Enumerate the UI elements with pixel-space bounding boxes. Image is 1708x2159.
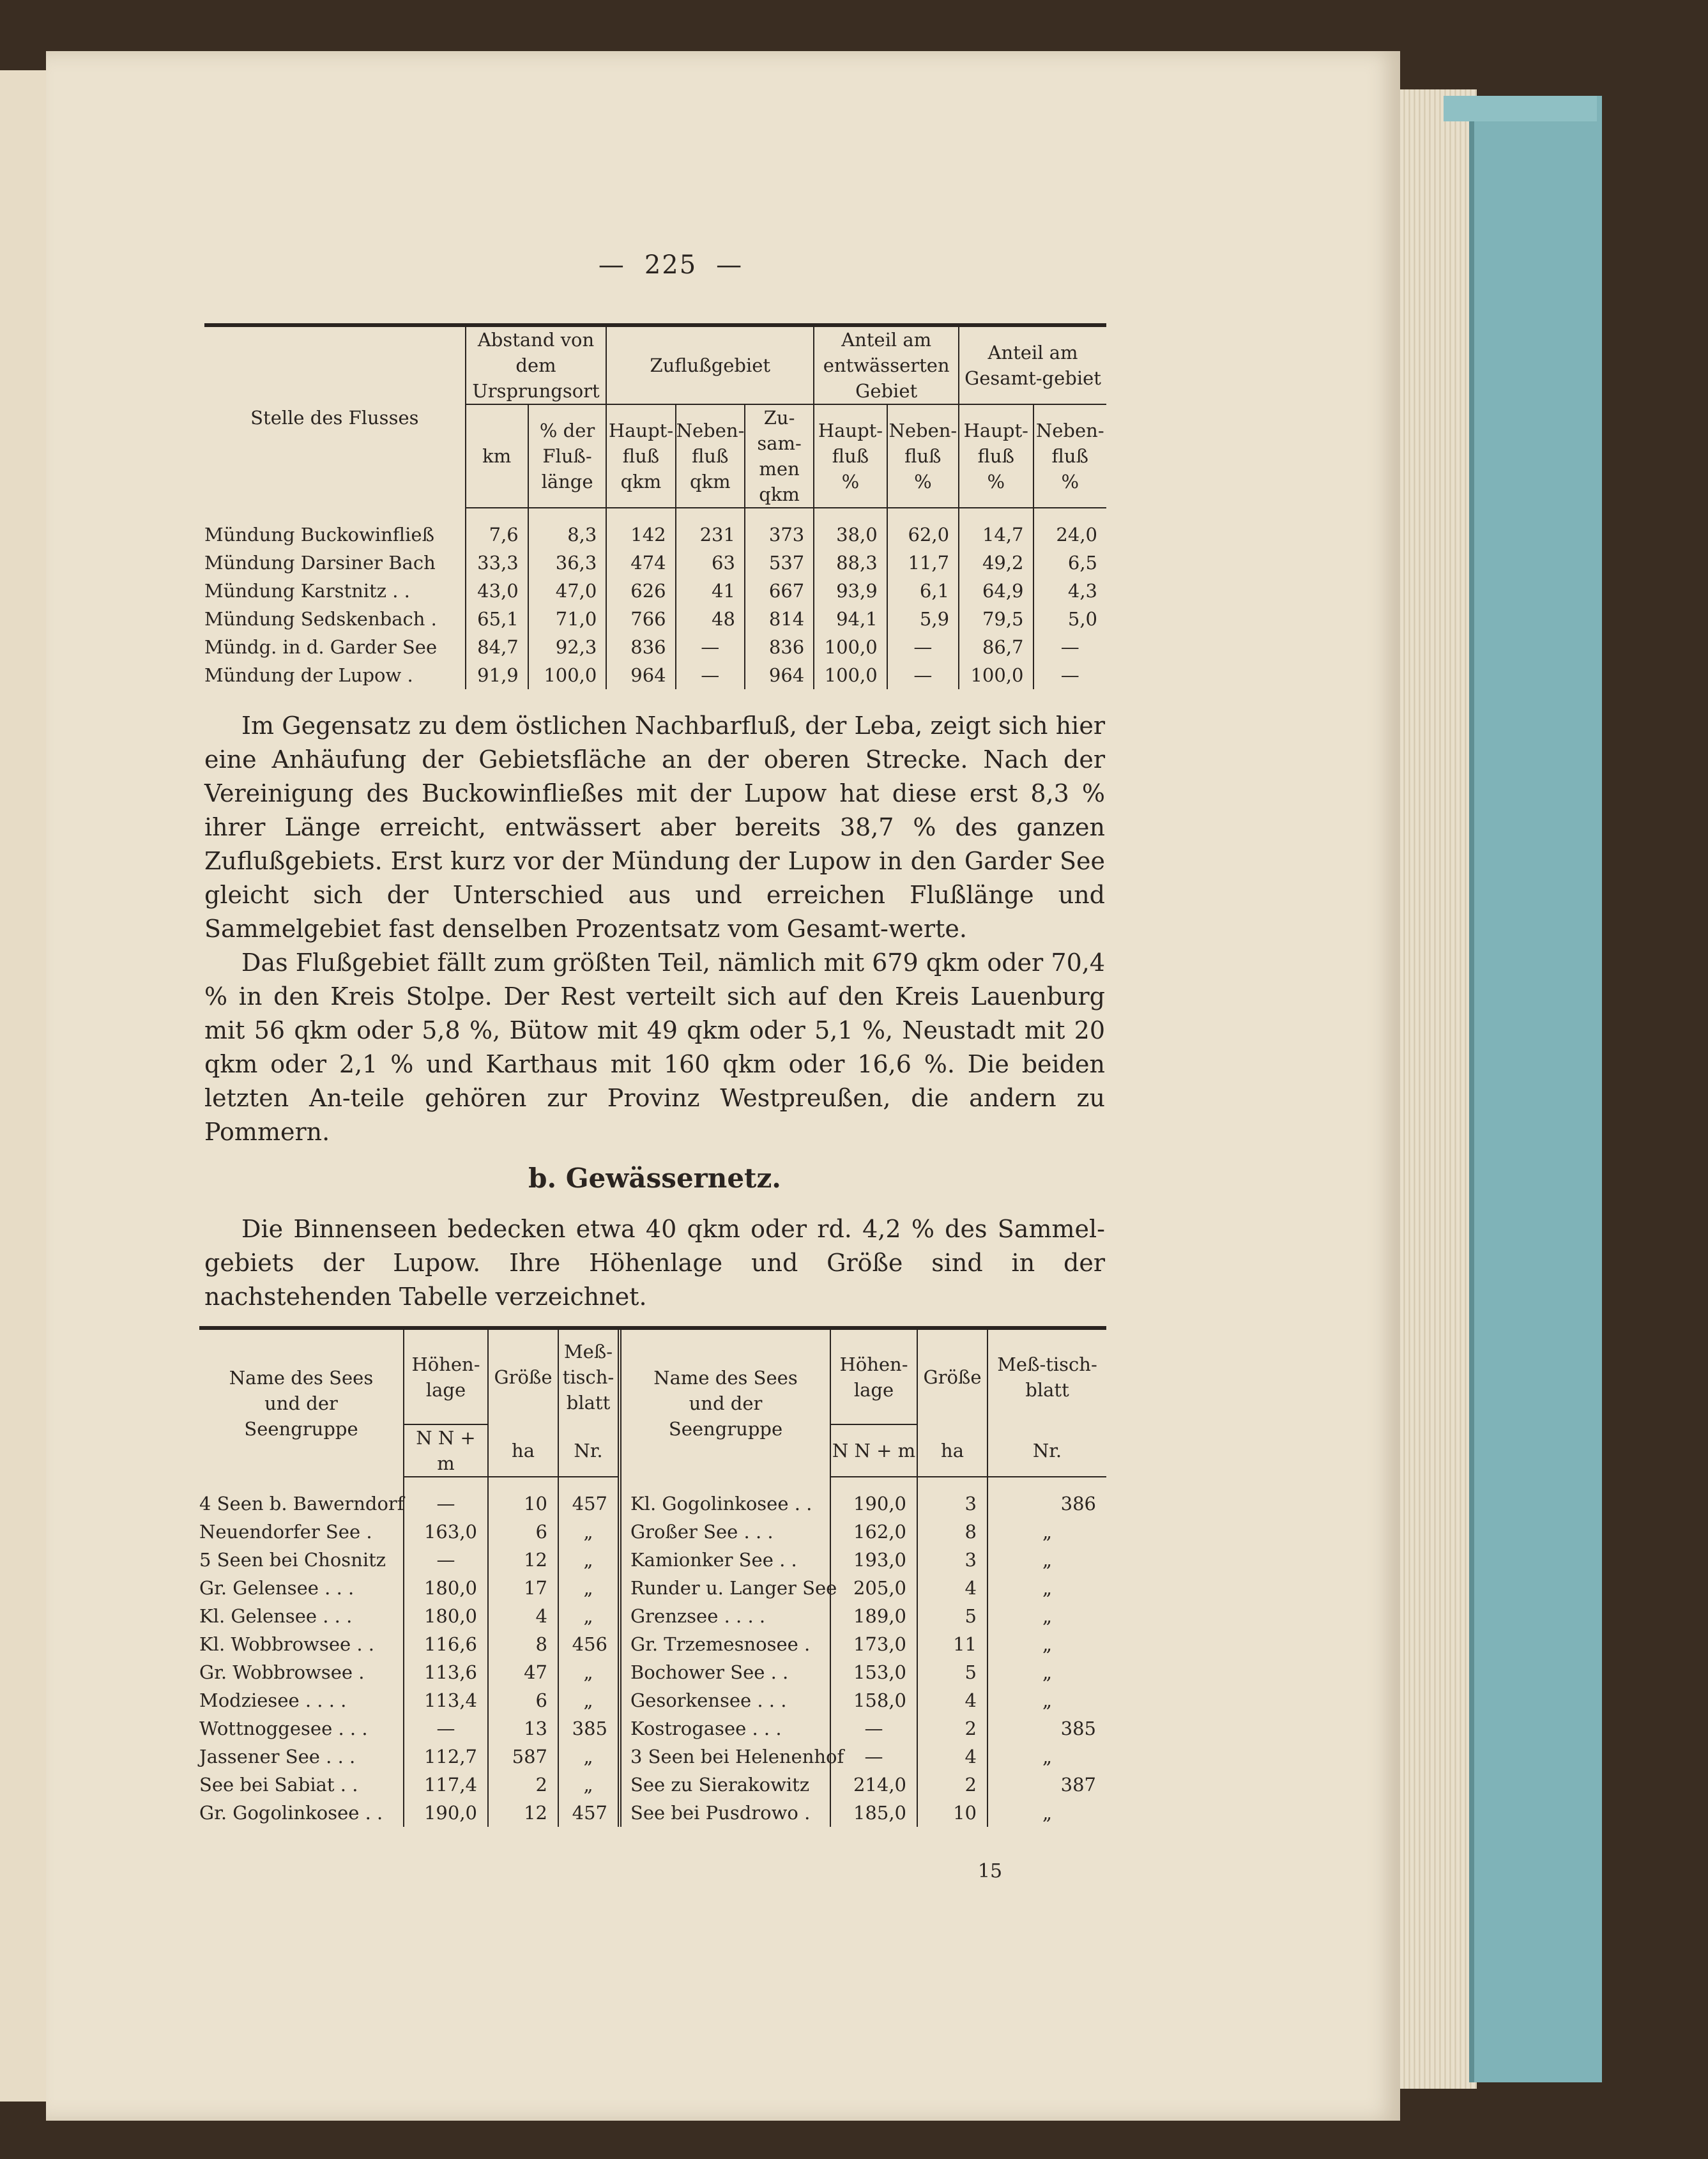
river-point-name: Mündung Buckowinfließ — [204, 524, 434, 545]
table-row — [199, 1630, 1106, 1658]
table-cell: 10 — [917, 1799, 987, 1827]
table-cell: 190,0 — [404, 1799, 488, 1827]
header-nebenfluss-qkm — [676, 404, 745, 508]
table-cell: 180,0 — [404, 1602, 488, 1630]
header-pct-unit: % — [987, 471, 1005, 492]
table-cell: 836 — [606, 633, 675, 661]
table-cell: 14,7 — [959, 508, 1033, 549]
table-cell: 92,3 — [528, 633, 607, 661]
t2-header-nr-right: Nr. — [987, 1424, 1106, 1477]
table-cell: 173,0 — [830, 1630, 917, 1658]
lake-name: Jassener See . . . — [199, 1746, 356, 1767]
table-cell: 94,1 — [814, 605, 887, 633]
table-cell: 6,1 — [887, 577, 959, 605]
lake-name: Modziesee . . . . — [199, 1690, 347, 1711]
table-cell: „ — [558, 1602, 620, 1630]
table-cell: 12 — [488, 1546, 558, 1574]
table-cell: 33,3 — [466, 549, 528, 577]
table-cell: 964 — [606, 661, 675, 689]
table-cell: 190,0 — [830, 1477, 917, 1518]
table-cell: 100,0 — [814, 661, 887, 689]
table-cell: 537 — [745, 549, 814, 577]
lake-name: See bei Sabiat . . — [199, 1774, 358, 1796]
table-row — [204, 577, 1106, 605]
table-row — [199, 1743, 1106, 1771]
header-qkm-unit: qkm — [759, 484, 800, 505]
t2-header-hoehe-left: Höhen-lage — [404, 1330, 488, 1424]
t2-header-mess-right: Meß-tisch-blatt — [987, 1330, 1106, 1424]
table-cell: 205,0 — [830, 1574, 917, 1602]
table-cell: 387 — [987, 1771, 1106, 1799]
table-cell: 153,0 — [830, 1658, 917, 1686]
table-row — [199, 1799, 1106, 1827]
table-cell: 474 — [606, 549, 675, 577]
table-cell: 158,0 — [830, 1686, 917, 1714]
table-cell: 3 — [917, 1546, 987, 1574]
table-cell: „ — [987, 1630, 1106, 1658]
header-anteil-entw: Anteil am entwässerten Gebiet — [814, 327, 959, 404]
lake-name: Grenzsee . . . . — [620, 1602, 830, 1630]
table-cell: „ — [558, 1574, 620, 1602]
table-row — [204, 661, 1106, 689]
lake-name: Gr. Gogolinkosee . . — [199, 1802, 383, 1824]
table-cell: „ — [987, 1602, 1106, 1630]
table-cell: — — [830, 1714, 917, 1743]
table-cell: — — [830, 1743, 917, 1771]
table-cell: 4 — [917, 1743, 987, 1771]
flow-distance-table — [204, 327, 1106, 689]
t2-header-mess-left: Meß-tisch-blatt — [558, 1330, 620, 1424]
table-cell: 5,9 — [887, 605, 959, 633]
table-cell: 8 — [488, 1630, 558, 1658]
lake-name: Großer See . . . — [620, 1518, 830, 1546]
table-cell: 5 — [917, 1658, 987, 1686]
facing-page-edge — [0, 70, 47, 2102]
table-cell: 65,1 — [466, 605, 528, 633]
table-cell: 17 — [488, 1574, 558, 1602]
header-pct-flusslaenge: % der Fluß-länge — [528, 404, 607, 508]
section-heading: b. Gewässernetz. — [528, 1163, 781, 1194]
table-cell: 10 — [488, 1477, 558, 1518]
lake-name: Runder u. Langer See — [620, 1574, 830, 1602]
table-cell: 79,5 — [959, 605, 1033, 633]
table-cell: 88,3 — [814, 549, 887, 577]
table-row — [199, 1574, 1106, 1602]
page-edges — [1400, 89, 1477, 2089]
table-cell: 49,2 — [959, 549, 1033, 577]
page-dash-left: — — [598, 250, 625, 280]
table-row — [199, 1546, 1106, 1574]
t2-header-nn-left: N N + m — [404, 1424, 488, 1477]
paragraph-2: Das Flußgebiet fällt zum größten Teil, nämlich mit 679 qkm oder 70,4 % in den Kreis Stolpe. Der Rest verteilt sich auf den Kreis Lauenburg mit 56 qkm oder 5,8 %, Bütow mit 49 qkm oder 5,1 %, Neustadt mit 20 qkm oder 2,1 % und Karthaus mit 160 qkm oder 16,6 %. Die beiden letzten An-teile gehören zur Provinz Westpreußen, die andern zu Pommern. — [204, 949, 1105, 1146]
table-cell: — — [887, 633, 959, 661]
lake-name: Gr. Trzemesnosee . — [620, 1630, 830, 1658]
table-cell: „ — [987, 1686, 1106, 1714]
header-qkm-unit: qkm — [689, 471, 731, 492]
lake-name: See bei Pusdrowo . — [620, 1799, 830, 1827]
table-cell: „ — [987, 1658, 1106, 1686]
table-cell: 231 — [676, 508, 745, 549]
table-cell: „ — [987, 1518, 1106, 1546]
table-cell: 626 — [606, 577, 675, 605]
table-cell: — — [1033, 633, 1106, 661]
table-cell: 117,4 — [404, 1771, 488, 1799]
table-cell: 386 — [987, 1477, 1106, 1518]
table-cell: 189,0 — [830, 1602, 917, 1630]
signature-mark: 15 — [977, 1860, 1003, 1882]
river-point-name: Mündung Karstnitz . . — [204, 580, 410, 602]
header-hauptfluss-qkm-label: Haupt-fluß — [608, 420, 674, 467]
lake-name: Neuendorfer See . — [199, 1521, 372, 1543]
t2-header-groesse-left: Größe — [488, 1330, 558, 1424]
table-cell: 4 — [917, 1686, 987, 1714]
table-cell: 193,0 — [830, 1546, 917, 1574]
table-cell: 41 — [676, 577, 745, 605]
t2-header-groesse-right: Größe — [917, 1330, 987, 1424]
river-point-name: Mündg. in d. Garder See — [204, 636, 438, 658]
table-cell: 162,0 — [830, 1518, 917, 1546]
table-cell: 373 — [745, 508, 814, 549]
book-cover-top — [1444, 96, 1597, 121]
table-cell: 456 — [558, 1630, 620, 1658]
table-cell: „ — [987, 1574, 1106, 1602]
table-row — [204, 508, 1106, 549]
header-km: km — [466, 404, 528, 508]
lake-name: Wottnoggesee . . . — [199, 1718, 368, 1739]
page-dash-right: — — [716, 250, 743, 280]
paragraph-block-1 — [204, 709, 1105, 1149]
table-row — [199, 1686, 1106, 1714]
table-cell: 8 — [917, 1518, 987, 1546]
table-cell: 667 — [745, 577, 814, 605]
table-cell: — — [1033, 661, 1106, 689]
t2-header-name-left: Name des Sees und der Seengruppe — [229, 1367, 374, 1440]
table-cell: 43,0 — [466, 577, 528, 605]
table-cell: 814 — [745, 605, 814, 633]
header-ges-hauptfluss-label: Haupt-fluß — [963, 420, 1028, 467]
table-row — [199, 1771, 1106, 1799]
page-number-value: 225 — [644, 250, 698, 280]
table-cell: 12 — [488, 1799, 558, 1827]
header-entw-hauptfluss-label: Haupt-fluß — [818, 420, 883, 467]
header-qkm-unit: qkm — [620, 471, 662, 492]
header-zuflussgebiet: Zuflußgebiet — [606, 327, 814, 404]
t2-header-hoehe-right: Höhen-lage — [830, 1330, 917, 1424]
table-row — [199, 1518, 1106, 1546]
table-cell: 24,0 — [1033, 508, 1106, 549]
lake-name: Kl. Gogolinkosee . . — [620, 1477, 830, 1518]
table-cell: — — [404, 1714, 488, 1743]
paragraph-1: Im Gegensatz zu dem östlichen Nachbarfluß, der Leba, zeigt sich hier eine Anhäufung der Gebietsfläche an der oberen Strecke. Nach der Vereinigung des Buckowinfließes mit der Lupow hat diese erst 8,3 % ihrer Länge erreicht, entwässert aber bereits 38,7 % des ganzen Zuflußgebiets. Erst kurz vor der Mündung der Lupow in den Garder See gleicht sich der Unterschied aus und erreichen Flußlänge und Sammelgebiet fast denselben Prozentsatz vom Gesamt-werte. — [204, 712, 1105, 943]
header-pct-unit: % — [841, 471, 860, 492]
table-cell: 112,7 — [404, 1743, 488, 1771]
header-entw-nebenfluss — [887, 404, 959, 508]
lake-name: Gr. Wobbrowsee . — [199, 1661, 365, 1683]
table-cell: 116,6 — [404, 1630, 488, 1658]
table-row — [199, 1714, 1106, 1743]
table-cell: 385 — [987, 1714, 1106, 1743]
river-point-name: Mündung Darsiner Bach — [204, 552, 436, 574]
lake-name: Bochower See . . — [620, 1658, 830, 1686]
header-pct-unit: % — [914, 471, 932, 492]
table-cell: 91,9 — [466, 661, 528, 689]
table-cell: 100,0 — [959, 661, 1033, 689]
header-pct-unit: % — [1061, 471, 1079, 492]
t2-header-name-right: Name des Sees und der Seengruppe — [620, 1330, 830, 1477]
header-entw-hauptfluss — [814, 404, 887, 508]
table-cell: „ — [558, 1771, 620, 1799]
header-ges-hauptfluss — [959, 404, 1033, 508]
table-cell: 5,0 — [1033, 605, 1106, 633]
header-ges-nebenfluss-label: Neben-fluß — [1035, 420, 1104, 467]
table-cell: 63 — [676, 549, 745, 577]
header-entw-nebenfluss-label: Neben-fluß — [888, 420, 957, 467]
table-cell: — — [676, 661, 745, 689]
table-cell: 385 — [558, 1714, 620, 1743]
table-cell: „ — [558, 1743, 620, 1771]
lake-name: 4 Seen b. Bawerndorf — [199, 1493, 404, 1514]
table-cell: „ — [987, 1743, 1106, 1771]
table-cell: 185,0 — [830, 1799, 917, 1827]
table-cell: 7,6 — [466, 508, 528, 549]
lake-name: Gesorkensee . . . — [620, 1686, 830, 1714]
table-cell: 4 — [488, 1602, 558, 1630]
table-cell: 4 — [917, 1574, 987, 1602]
table-cell: — — [676, 633, 745, 661]
t2-header-ha-right: ha — [917, 1424, 987, 1477]
table-cell: 964 — [745, 661, 814, 689]
table-cell: 142 — [606, 508, 675, 549]
table-cell: 113,6 — [404, 1658, 488, 1686]
header-zusammen — [745, 404, 814, 508]
t2-header-nn-right: N N + m — [830, 1424, 917, 1477]
table-cell: 5 — [917, 1602, 987, 1630]
table-cell: „ — [558, 1546, 620, 1574]
table-cell: 180,0 — [404, 1574, 488, 1602]
table-row — [204, 633, 1106, 661]
table-cell: 93,9 — [814, 577, 887, 605]
table-cell: „ — [558, 1686, 620, 1714]
header-zusammen-label: Zu-sam-men — [757, 407, 802, 480]
table-cell: 766 — [606, 605, 675, 633]
header-hauptfluss-qkm — [606, 404, 675, 508]
table-cell: 48 — [676, 605, 745, 633]
lake-name: Kamionker See . . — [620, 1546, 830, 1574]
header-anteil-gesamt: Anteil am Gesamt-gebiet — [959, 327, 1106, 404]
page-number — [549, 250, 792, 280]
table-row — [199, 1477, 1106, 1518]
table-cell: — — [404, 1546, 488, 1574]
header-ges-nebenfluss — [1033, 404, 1106, 508]
table-cell: 2 — [488, 1771, 558, 1799]
table-row — [199, 1602, 1106, 1630]
table-cell: 163,0 — [404, 1518, 488, 1546]
table-cell: 6,5 — [1033, 549, 1106, 577]
lake-name: See zu Sierakowitz — [620, 1771, 830, 1799]
lakes-table — [199, 1330, 1106, 1827]
table-cell: 8,3 — [528, 508, 607, 549]
table-row — [204, 605, 1106, 633]
table-cell: 6 — [488, 1686, 558, 1714]
table-cell: „ — [987, 1546, 1106, 1574]
table-cell: — — [887, 661, 959, 689]
table-cell: — — [404, 1477, 488, 1518]
table-cell: „ — [558, 1658, 620, 1686]
table-cell: 6 — [488, 1518, 558, 1546]
table-cell: 457 — [558, 1799, 620, 1827]
table-cell: 13 — [488, 1714, 558, 1743]
paragraph-3: Die Binnenseen bedecken etwa 40 qkm oder rd. 4,2 % des Sammel-gebiets der Lupow. Ihre Höhenlage und Größe sind in der nachstehenden Tabelle verzeichnet. — [204, 1215, 1105, 1311]
table-cell: „ — [987, 1799, 1106, 1827]
table-cell: 62,0 — [887, 508, 959, 549]
table-cell: 38,0 — [814, 508, 887, 549]
river-point-name: Mündung der Lupow . — [204, 664, 413, 686]
lake-name: Kl. Wobbrowsee . . — [199, 1633, 375, 1655]
table-cell: 100,0 — [814, 633, 887, 661]
table-cell: 836 — [745, 633, 814, 661]
table-cell: 64,9 — [959, 577, 1033, 605]
table-cell: 457 — [558, 1477, 620, 1518]
table-cell: 11,7 — [887, 549, 959, 577]
header-abstand: Abstand von dem Ursprungsort — [466, 327, 607, 404]
lake-name: Kostrogasee . . . — [620, 1714, 830, 1743]
table-cell: 86,7 — [959, 633, 1033, 661]
lake-name: Kl. Gelensee . . . — [199, 1605, 353, 1627]
t2-header-nr-left: Nr. — [558, 1424, 620, 1477]
table-cell: 47 — [488, 1658, 558, 1686]
header-nebenfluss-qkm-label: Neben-fluß — [676, 420, 745, 467]
paragraph-block-2 — [204, 1212, 1105, 1314]
table-cell: 2 — [917, 1771, 987, 1799]
table-cell: „ — [558, 1518, 620, 1546]
river-point-name: Mündung Sedskenbach . — [204, 608, 437, 630]
lake-name: 3 Seen bei Helenenhof — [620, 1743, 830, 1771]
table-cell: 2 — [917, 1714, 987, 1743]
table-cell: 4,3 — [1033, 577, 1106, 605]
table-cell: 214,0 — [830, 1771, 917, 1799]
table-cell: 100,0 — [528, 661, 607, 689]
table-row — [199, 1658, 1106, 1686]
lake-name: Gr. Gelensee . . . — [199, 1577, 355, 1599]
table-cell: 84,7 — [466, 633, 528, 661]
table-cell: 36,3 — [528, 549, 607, 577]
book-cover — [1469, 96, 1602, 2082]
t2-header-ha-left: ha — [488, 1424, 558, 1477]
table-row — [204, 549, 1106, 577]
table-cell: 113,4 — [404, 1686, 488, 1714]
table-cell: 71,0 — [528, 605, 607, 633]
table-cell: 47,0 — [528, 577, 607, 605]
table-cell: 11 — [917, 1630, 987, 1658]
table-cell: 587 — [488, 1743, 558, 1771]
lake-name: 5 Seen bei Chosnitz — [199, 1549, 386, 1571]
header-stelle: Stelle des Flusses — [250, 406, 419, 429]
table-cell: 3 — [917, 1477, 987, 1518]
